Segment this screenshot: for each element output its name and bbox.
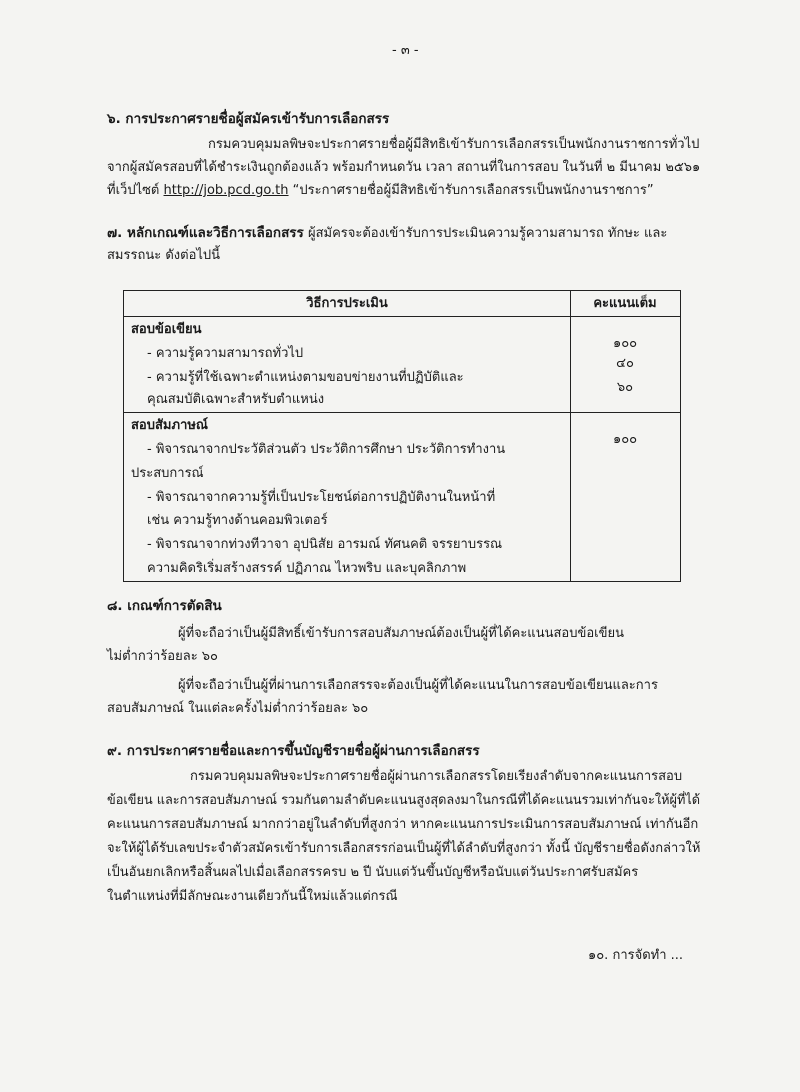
section-6-heading: ๖. การประกาศรายชื่อผู้สมัครเข้ารับการเลือกสรร [107,111,390,127]
section-6-line: จากผู้สมัครสอบที่ได้ชำระเงินถูกต้องแล้ว พร้อมกำหนดวัน เวลา สถานที่ในการสอบ ในวันที่ ๒ มีนาคม ๒๕๖๑ [107,160,701,175]
interview-item: - พิจารณาจากความรู้ที่เป็นประโยชน์ต่อการปฏิบัติงานในหน้าที่ [147,490,496,505]
section-8-line: ไม่ต่ำกว่าร้อยละ ๖๐ [107,649,218,664]
table-header-divider [124,316,680,317]
interview-item: ความคิดริเริ่มสร้างสรรค์ ปฏิภาณ ไหวพริบ และบุคลิกภาพ [147,561,467,576]
written-score: ๖๐ [616,380,634,395]
section-8-heading: ๘. เกณฑ์การตัดสิน [107,598,222,614]
interview-item: - พิจารณาจากประวัติส่วนตัว ประวัติการศึกษา ประวัติการทำงาน [147,442,506,457]
section-6-text: ที่เว็ปไซต์ [107,183,160,198]
section-8-line: ผู้ที่จะถือว่าเป็นผู้ที่ผ่านการเลือกสรรจะต้องเป็นผู้ที่ได้คะแนนในการสอบข้อเขียนและการ [178,678,658,693]
section-7-text: ผู้สมัครจะต้องเข้ารับการประเมินความรู้ความสามารถ ทักษะ และ [307,226,668,241]
section-8-line: สอบสัมภาษณ์ ในแต่ละครั้งไม่ต่ำกว่าร้อยละ ๖๐ [107,701,369,716]
section-9-line: ข้อเขียน และการสอบสัมภาษณ์ รวมกันตามลำดับคะแนนสูงสุดลงมาในกรณีที่ได้คะแนนรวมเท่ากันจะให้ผู้ที่ได้ [107,793,701,808]
written-exam-title: สอบข้อเขียน [131,322,202,337]
interview-item: เช่น ความรู้ทางด้านคอมพิวเตอร์ [147,513,328,528]
section-7-line [107,224,667,243]
page-number: - ๓ - [392,43,419,58]
column-header-method: วิธีการประเมิน [306,296,388,311]
section-6-text: “ประกาศรายชื่อผู้มีสิทธิเข้ารับการเลือกสรรเป็นพนักงานราชการ” [292,183,654,198]
section-9-heading: ๙. การประกาศรายชื่อและการขึ้นบัญชีรายชื่อผู้ผ่านการเลือกสรร [107,743,480,759]
continuation-note: ๑๐. การจัดทำ ... [588,948,684,963]
interview-title: สอบสัมภาษณ์ [131,418,208,433]
section-9-line: เป็นอันยกเลิกหรือสิ้นผลไปเมื่อเลือกสรรครบ ๒ ปี นับแต่วันขึ้นบัญชีหรือนับแต่วันประกาศรับสมัคร [107,865,639,880]
section-9-line: ในตำแหน่งที่มีลักษณะงานเดียวกันนี้ใหม่แล้วแต่กรณี [107,889,398,904]
written-total-score: ๑๐๐ [612,336,638,351]
written-exam-item: - ความรู้ที่ใช้เฉพาะตำแหน่งตามขอบข่ายงานที่ปฏิบัติและ [147,370,464,385]
assessment-table [123,290,681,582]
written-score: ๔๐ [616,356,634,371]
interview-item: ประสบการณ์ [131,466,204,481]
section-9-line: คะแนนการสอบสัมภาษณ์ มากกว่าอยู่ในลำดับที่สูงกว่า หากคะแนนการประเมินการสอบสัมภาษณ์ เท่ากันอีก [107,817,699,832]
section-6-line [107,182,654,200]
interview-item: - พิจารณาจากท่วงทีวาจา อุปนิสัย อารมณ์ ทัศนคติ จรรยาบรรณ [147,537,503,552]
interview-total-score: ๑๐๐ [612,432,638,447]
section-7-heading: ๗. หลักเกณฑ์และวิธีการเลือกสรร [107,225,304,241]
section-8-line: ผู้ที่จะถือว่าเป็นผู้มีสิทธิ์เข้ารับการสอบสัมภาษณ์ต้องเป็นผู้ที่ได้คะแนนสอบข้อเขียน [178,626,624,641]
column-header-score: คะแนนเต็ม [593,296,657,311]
written-exam-item: - ความรู้ความสามารถทั่วไป [147,346,304,361]
section-9-line: กรมควบคุมมลพิษจะประกาศรายชื่อผู้ผ่านการเลือกสรรโดยเรียงลำดับจากคะแนนการสอบ [190,769,683,784]
section-6-line: กรมควบคุมมลพิษจะประกาศรายชื่อผู้มีสิทธิเข้ารับการเลือกสรรเป็นพนักงานราชการทั่วไป [208,137,700,152]
section-9-line: จะให้ผู้ได้รับเลขประจำตัวสมัครเข้ารับการเลือกสรรก่อนเป็นผู้ที่ได้ลำดับที่สูงกว่า ทั้งนี้ บัญชีรายชื่อดังกล่าวให้ [107,841,701,856]
table-row-divider [124,412,680,413]
section-7-line: สมรรถนะ ดังต่อไปนี้ [107,248,221,263]
written-exam-item: คุณสมบัติเฉพาะสำหรับตำแหน่ง [147,392,325,407]
website-link[interactable]: http://job.pcd.go.th [163,183,289,198]
